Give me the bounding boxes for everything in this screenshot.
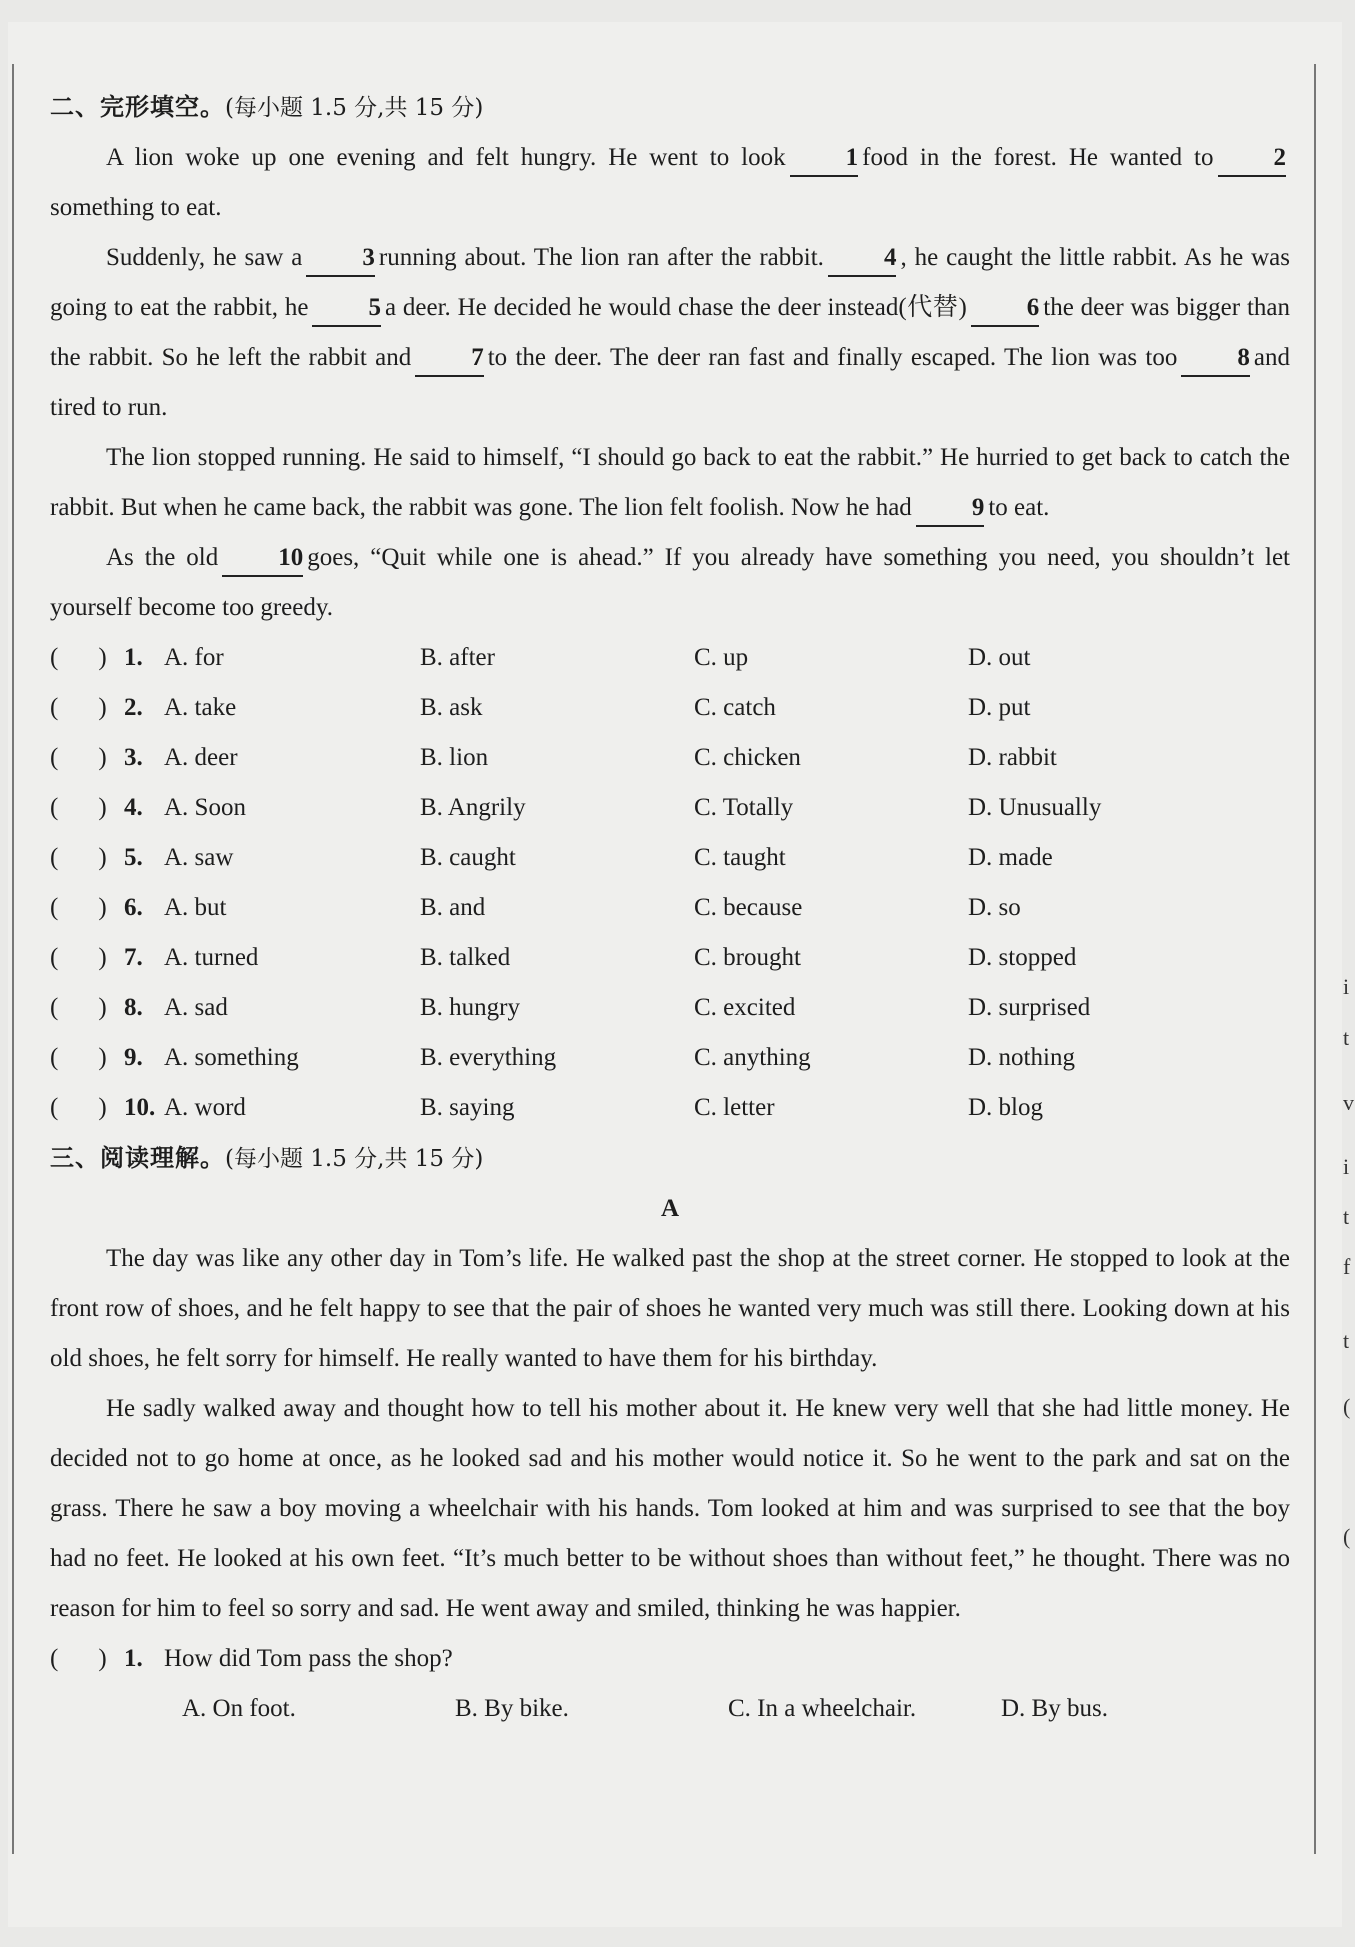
cloze-paragraph-1 [50,133,1290,233]
choice-a[interactable]: A. something [164,1044,299,1071]
choice-b[interactable]: B. Angrily [420,794,526,821]
question-number: 6. [124,894,143,921]
question-number: 2. [124,694,143,721]
question-number: 3. [124,744,143,771]
open-paren: ( [50,944,59,971]
answer-box[interactable] [50,983,124,1033]
cloze-text: to the deer. The deer ran fast and finally escaped. The lion was too [487,344,1178,371]
open-paren: ( [50,694,59,721]
cloze-blank[interactable]: 2 [1218,141,1287,177]
question-number: 9. [124,1044,143,1071]
open-paren: ( [50,894,59,921]
edge-char: i [1343,1154,1350,1179]
answer-box[interactable] [50,833,124,883]
choice-b[interactable]: B. after [420,644,495,671]
cloze-options [50,633,1290,1133]
cloze-text: , he caught the little rabbit. As he was going to eat the rabbit, he [50,244,1291,321]
section3-title: 三、阅读理解。 [50,1144,225,1172]
choice-b[interactable]: B. saying [420,1094,515,1121]
option-row [50,733,1290,783]
choice-a[interactable]: A. deer [164,744,238,771]
cloze-text: As the old [106,544,219,571]
cloze-blank[interactable]: 1 [790,141,859,177]
choice-b[interactable]: B. caught [420,844,516,871]
cloze-text: A lion woke up one evening and felt hungry. He went to look [106,144,786,171]
close-paren: ) [98,894,107,921]
cloze-text: something to eat. [50,194,222,221]
choice-a[interactable]: A. take [164,694,237,721]
choice-c[interactable]: C. up [694,644,749,671]
choice-d[interactable]: D. By bus. [1001,1695,1108,1722]
edge-char: ( [1343,1394,1351,1419]
cloze-text: running about. The lion ran after the rabbit. [378,244,824,271]
edge-char: f [1343,1254,1351,1279]
choice-a[interactable]: A. but [164,894,227,921]
section3-score: (每小题 1.5 分,共 15 分) [225,1146,484,1172]
choice-c[interactable]: C. because [694,894,803,921]
choice-d[interactable]: D. nothing [968,1044,1075,1071]
open-paren: ( [50,1094,59,1121]
cloze-text: and tired to run. [50,344,1290,421]
section3-heading [50,1133,1290,1184]
question-number: 5. [124,844,143,871]
choice-d[interactable]: D. rabbit [968,744,1057,771]
open-paren: ( [50,844,59,871]
cloze-blank[interactable]: 10 [222,541,303,577]
close-paren: ) [98,794,107,821]
choice-d[interactable]: D. surprised [968,994,1091,1021]
choice-b[interactable]: B. and [420,894,486,921]
close-paren: ) [98,994,107,1021]
passage-label: A [660,1195,680,1222]
open-paren: ( [50,744,59,771]
close-paren: ) [98,944,107,971]
option-row [50,883,1290,933]
choice-a[interactable]: A. turned [164,944,259,971]
choice-d[interactable]: D. blog [968,1094,1043,1121]
question-number: 7. [124,944,143,971]
close-paren: ) [98,1094,107,1121]
option-row [50,683,1290,733]
option-row [50,633,1290,683]
answer-box[interactable] [50,933,124,983]
question-number: 10. [124,1094,156,1121]
choice-a[interactable]: A. sad [164,994,228,1021]
cloze-blank[interactable]: 4 [828,241,897,277]
answer-box[interactable] [50,1033,124,1083]
answer-box[interactable] [50,1083,124,1133]
open-paren: ( [50,1044,59,1071]
cloze-blank[interactable]: 9 [916,491,985,527]
answer-box[interactable] [50,883,124,933]
right-margin-line [1314,64,1316,1854]
open-paren: ( [50,794,59,821]
cloze-blank[interactable]: 6 [971,291,1040,327]
choice-a[interactable]: A. word [164,1094,246,1121]
reading-question-1 [50,1634,1290,1684]
answer-box[interactable] [50,633,124,683]
close-paren: ) [98,1044,107,1071]
close-paren: ) [98,694,107,721]
cloze-text: Suddenly, he saw a [106,244,303,271]
question-number: 8. [124,994,143,1021]
cloze-text: food in the forest. He wanted to [862,144,1214,171]
close-paren: ) [98,1645,107,1672]
cloze-blank[interactable]: 3 [306,241,375,277]
answer-box[interactable] [50,733,124,783]
left-margin-line [12,64,14,1854]
reading-paragraph-2: He sadly walked away and thought how to tell his mother about it. He knew very well that she had little money. He decided not to go home at once, as he looked sad and his mother would notice it. So he went to the park and sat on the grass. There he saw a boy moving a wheelchair with his hands. Tom looked at him and was surprised to see that the boy had no feet. He looked at his own feet. “It’s much better to be without shoes than without feet,” he thought. There was no reason for him to feel so sorry and sad. He went away and smiled, thinking he was happier. [50,1395,1290,1622]
question-number: 1. [124,644,143,671]
close-paren: ) [98,844,107,871]
choice-c[interactable]: C. Totally [694,794,794,821]
choice-d[interactable]: D. made [968,844,1053,871]
edge-char: t [1343,1204,1350,1229]
section2-title: 二、完形填空。 [50,93,225,121]
choice-a[interactable]: A. saw [164,844,234,871]
choice-c[interactable]: C. anything [694,1044,811,1071]
edge-char: ( [1343,1524,1351,1549]
cloze-paragraph-4 [50,533,1290,633]
choice-b[interactable]: B. lion [420,744,489,771]
cloze-text: The lion stopped running. He said to himself, “I should go back to eat the rabbit.” He hurried to get back to catch the rabbit. But when he came back, the rabbit was gone. The lion felt foolish. Now he had [50,444,1290,521]
cloze-paragraph-3 [50,433,1290,533]
choice-d[interactable]: D. stopped [968,944,1077,971]
option-row [50,983,1290,1033]
option-row [50,1033,1290,1083]
cloze-text: to eat. [988,494,1050,521]
open-paren: ( [50,1645,59,1672]
choice-b[interactable]: B. everything [420,1044,557,1071]
question-number: 1. [124,1645,143,1672]
cloze-blank[interactable]: 8 [1181,341,1250,377]
cloze-text: goes, “Quit while one is ahead.” If you already have something you need, you shouldn’t let yourself become too greedy. [50,544,1290,621]
cloze-blank[interactable]: 7 [415,341,484,377]
choice-b[interactable]: B. talked [420,944,511,971]
reading-question-1-choices [50,1684,1290,1734]
choice-c[interactable]: C. catch [694,694,776,721]
edge-char: t [1343,1328,1350,1353]
choice-b[interactable]: B. By bike. [455,1695,569,1722]
question-number: 4. [124,794,143,821]
cloze-text: the deer was bigger than the rabbit. So he left the rabbit and [50,294,1290,371]
open-paren: ( [50,994,59,1021]
cloze-blank[interactable]: 5 [312,291,381,327]
edge-char: t [1343,1025,1350,1050]
section2-heading [50,82,1290,133]
choice-b[interactable]: B. ask [420,694,483,721]
option-row [50,833,1290,883]
section2-score: (每小题 1.5 分,共 15 分) [225,95,484,121]
choice-c[interactable]: C. chicken [694,744,801,771]
reading-paragraph-1: The day was like any other day in Tom’s life. He walked past the shop at the street corner. He stopped to look at the front row of shoes, and he felt happy to see that the pair of shoes he wanted very much was still there. Looking down at his old shoes, he felt sorry for himself. He really wanted to have them for his birthday. [50,1245,1290,1372]
choice-c[interactable]: C. letter [694,1094,775,1121]
exam-page [8,22,1354,1927]
edge-char: i [1343,974,1350,999]
edge-char: v [1343,1090,1354,1115]
choice-c[interactable]: C. brought [694,944,801,971]
choice-d[interactable]: D. put [968,694,1031,721]
question-text: How did Tom pass the shop? [164,1645,453,1672]
cloze-text: a deer. He decided he would chase the deer instead(代替) [384,294,967,321]
choice-a[interactable]: A. Soon [164,794,246,821]
choice-c[interactable]: C. taught [694,844,786,871]
option-row [50,933,1290,983]
choice-b[interactable]: B. hungry [420,994,520,1021]
answer-box[interactable] [50,683,124,733]
choice-d[interactable]: D. Unusually [968,794,1102,821]
choice-d[interactable]: D. out [968,644,1031,671]
choice-a[interactable]: A. for [164,644,224,671]
choice-c[interactable]: C. excited [694,994,796,1021]
choice-d[interactable]: D. so [968,894,1021,921]
cloze-paragraph-2 [50,233,1290,433]
open-paren: ( [50,644,59,671]
page-content [50,82,1290,1734]
answer-box[interactable] [50,1634,124,1684]
choice-c[interactable]: C. In a wheelchair. [728,1695,917,1722]
close-paren: ) [98,644,107,671]
option-row [50,1083,1290,1133]
option-row [50,783,1290,833]
answer-box[interactable] [50,783,124,833]
close-paren: ) [98,744,107,771]
choice-a[interactable]: A. On foot. [182,1695,296,1722]
